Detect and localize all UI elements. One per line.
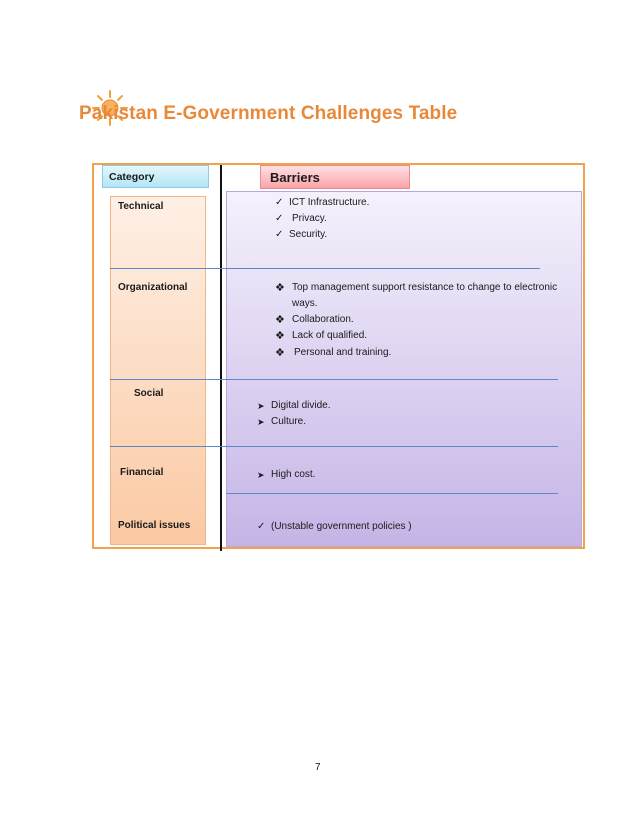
category-label-financial: Financial [120, 467, 164, 478]
category-label-organizational: Organizational [118, 282, 188, 293]
arrow-bullet-icon: ➤ [257, 470, 265, 480]
diamond-bullet-icon: ❖ [275, 314, 285, 326]
column-divider [220, 165, 222, 551]
row-divider [110, 446, 558, 447]
document-title: Pakistan E-Government Challenges Table [79, 103, 458, 124]
category-label-technical: Technical [118, 201, 164, 212]
category-column [110, 196, 206, 545]
checkmark-icon: ✓ [275, 229, 284, 240]
arrow-bullet-icon: ➤ [257, 401, 265, 411]
row-divider [110, 379, 558, 380]
checkmark-icon: ✓ [275, 197, 284, 208]
checkmark-icon: ✓ [257, 521, 266, 532]
category-label-political: Political issues [118, 520, 191, 531]
category-label-social: Social [134, 388, 164, 399]
category-header: Category [102, 165, 209, 188]
diamond-bullet-icon: ❖ [275, 330, 285, 342]
barriers-header: Barriers [260, 165, 410, 189]
checkmark-icon: ✓ [275, 213, 284, 224]
diamond-bullet-icon: ❖ [275, 282, 285, 294]
arrow-bullet-icon: ➤ [257, 417, 265, 427]
row-divider [110, 268, 540, 269]
diamond-bullet-icon: ❖ [275, 347, 285, 359]
row-divider [226, 493, 558, 494]
page-number: 7 [315, 762, 321, 773]
